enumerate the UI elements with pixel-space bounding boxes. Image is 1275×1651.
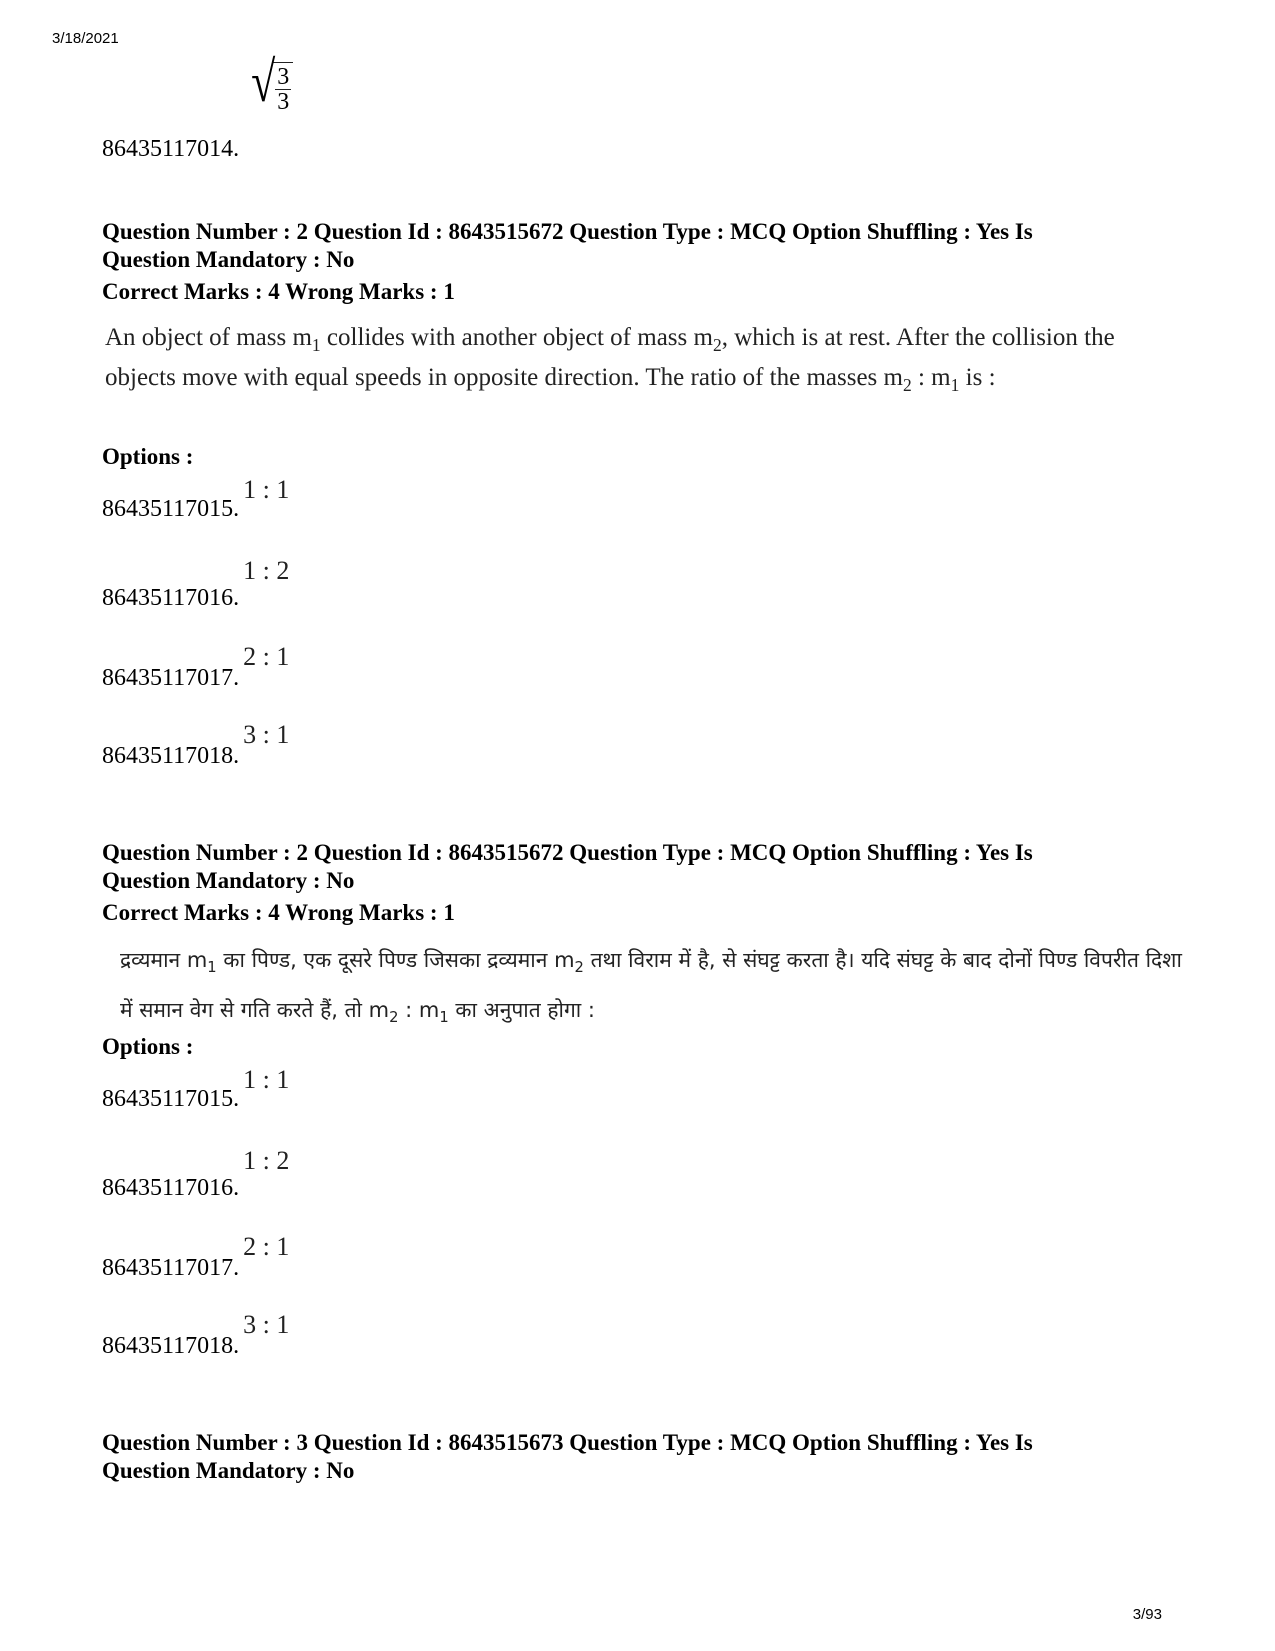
options-label: Options : [102,1034,194,1059]
question-meta [102,1429,1162,1485]
option-item [102,50,293,162]
question-text: An object of mass $m_1$ collides with another object of mass $m_2$, which is at rest. After the collision the objects move with equal speeds in opposite direction. The ratio of the masses $m_2$ : $m_1$ is : [105,324,1115,396]
option-item [102,720,290,769]
option-id: 86435117016. [102,1175,240,1201]
option-id: 86435117014. [102,136,240,162]
option-value: 3 : 1 [243,1310,290,1339]
options-label: Options : [102,444,194,469]
option-id: 86435117017. [102,1255,240,1281]
option-item [102,1146,290,1201]
option-id: 86435117018. [102,1333,240,1359]
sqrt-sign-icon: √ [251,50,276,114]
option-item [102,475,290,522]
option-item [102,1310,290,1359]
print-date: 3/18/2021 [52,30,119,47]
sqrt-fraction [251,50,293,115]
option-value: 1 : 2 [243,1146,290,1175]
fraction-denominator: 3 [277,89,290,115]
question-meta-line: Question Mandatory : No [102,868,355,893]
option-id: 86435117016. [102,585,240,611]
option-item [102,556,290,611]
option-item [102,642,290,691]
question-meta-line: Question Number : 3 Question Id : 8643515673 Question Type : MCQ Option Shuffling : Yes Is [102,1430,1033,1455]
option-id: 86435117018. [102,743,240,769]
question-meta [102,218,1162,306]
option-value: 1 : 1 [243,475,290,504]
question-meta-line: Question Mandatory : No [102,247,355,272]
question-meta-line: Question Mandatory : No [102,1458,355,1483]
option-value: 3 : 1 [243,720,290,749]
option-value: 1 : 1 [243,1065,290,1094]
option-value: 2 : 1 [243,642,290,671]
option-item [102,1232,290,1281]
option-value: 2 : 1 [243,1232,290,1261]
page-number: 3/93 [1132,1606,1162,1623]
option-id: 86435117015. [102,496,240,522]
option-id: 86435117015. [102,1086,240,1112]
option-value: 1 : 2 [243,556,290,585]
question-meta-line: Question Number : 2 Question Id : 8643515672 Question Type : MCQ Option Shuffling : Yes Is [102,219,1033,244]
option-item [102,1065,290,1112]
fraction-numerator: 3 [277,64,290,90]
question-marks: Correct Marks : 4 Wrong Marks : 1 [102,279,455,304]
question-meta [102,839,1162,927]
question-text: द्रव्यमान $m_1$ का पिण्ड, एक दूसरे पिण्ड जिसका द्रव्यमान $m_2$ तथा विराम में है, से संघट्ट करता है। यदि संघट्ट के बाद दोनों पिण्ड विपरीत दिशा में समान वेग से गति करते हैं, तो $m_2$ : $m_1$ का अनुपात होगा : [120,948,1182,1027]
question-marks: Correct Marks : 4 Wrong Marks : 1 [102,900,455,925]
question-meta-line: Question Number : 2 Question Id : 8643515672 Question Type : MCQ Option Shuffling : Yes Is [102,840,1033,865]
option-id: 86435117017. [102,665,240,691]
